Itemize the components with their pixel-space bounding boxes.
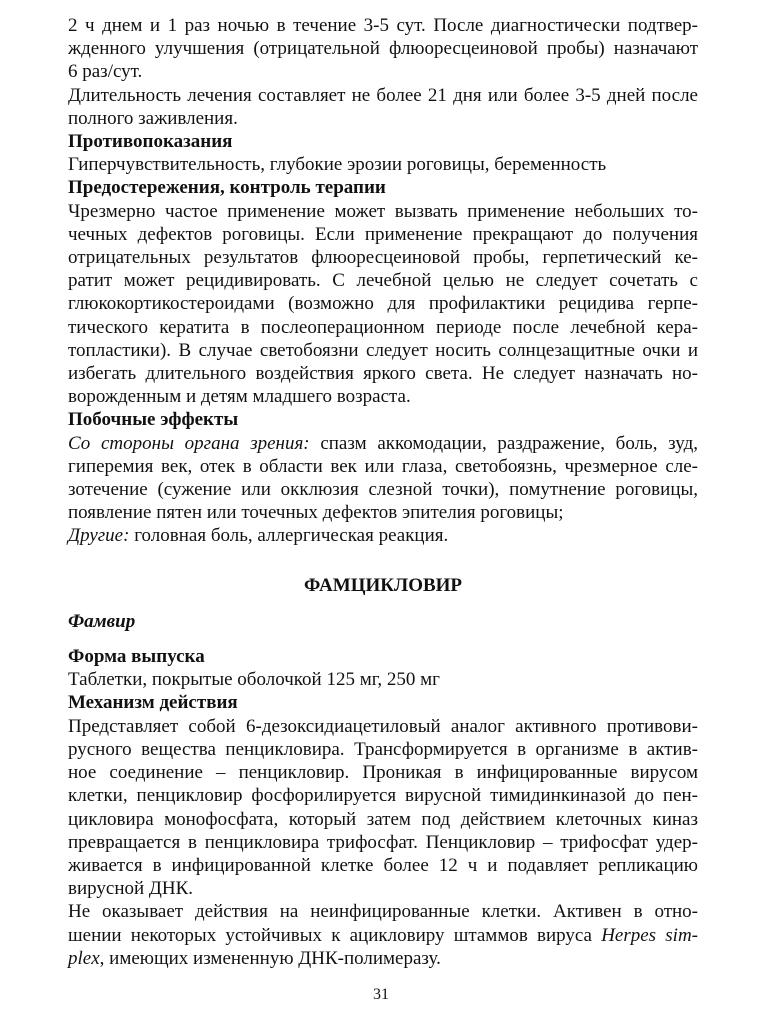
other-effects-label: Другие: — [68, 525, 130, 547]
text-line — [68, 432, 698, 455]
text-line — [68, 947, 698, 970]
text-line: живается в инфицированной клетке более 12 ч и подавляет репликацию — [68, 854, 698, 876]
text-line: Гиперчувствительность, глубокие эрозии роговицы, беременность — [68, 154, 607, 176]
section-heading: Побочные эффекты — [68, 409, 239, 431]
text-line — [68, 924, 698, 947]
section-form — [68, 645, 698, 691]
text-fragment: , имеющих измененную ДНК-полимеразу. — [99, 947, 441, 969]
text-line: ворожденным и детям младшего возраста. — [68, 386, 411, 408]
text-line: 6 раз/сут. — [68, 61, 143, 83]
text-line: ратит может рецидивировать. С лечебной целью не следует сочетать с — [68, 270, 698, 292]
text-line: зотечение (сужение или окклюзия слезной точки), помутнение роговицы, — [68, 479, 698, 501]
text-line: избегать длительного воздействия яркого света. Не следует назначать но- — [68, 363, 698, 385]
species-name: plex — [68, 947, 100, 969]
section-precautions — [68, 176, 698, 408]
text-fragment: спазм аккомодации, раздражение, боль, зуд, — [309, 432, 698, 454]
drug-title: ФАМЦИКЛОВИР — [303, 574, 463, 596]
section-side-effects — [68, 408, 698, 547]
document-page — [68, 14, 698, 970]
text-line: Длительность лечения составляет не более 21 дня или более 3-5 дней после — [68, 84, 698, 106]
text-fragment: шении некоторых устойчивых к ацикловиру штаммов вируса — [68, 924, 602, 946]
text-line: тического кератита в послеоперационном периоде после лечебной кера- — [68, 316, 698, 338]
text-line: русного вещества пенцикловира. Трансформируется в организме в актив- — [68, 738, 698, 760]
eye-effects-label: Со стороны органа зрения: — [68, 432, 310, 454]
section-heading: Предостережения, контроль терапии — [68, 177, 386, 199]
text-line — [68, 524, 698, 547]
page-number: 31 — [373, 986, 389, 1003]
text-line: отрицательных результатов флюоресцеиновой пробы, герпетический ке- — [68, 247, 698, 269]
text-line: Не оказывает действия на неинфицированные клетки. Активен в отно- — [68, 901, 698, 923]
section-contraindications — [68, 130, 698, 176]
text-line: вирусной ДНК. — [68, 878, 194, 900]
text-line: Представляет собой 6-дезоксидиацетиловый аналог активного противови- — [68, 715, 698, 737]
section-mechanism — [68, 691, 698, 900]
text-line: Таблетки, покрытые оболочкой 125 мг, 250 мг — [68, 669, 440, 691]
text-line: полного заживления. — [68, 107, 238, 129]
text-line: превращается в пенцикловира трифосфат. Пенцикловир – трифосфат удер- — [68, 831, 698, 853]
paragraph-dosing — [68, 14, 698, 84]
text-line: 2 ч днем и 1 раз ночью в течение 3-5 сут. После диагностически подтвер- — [68, 15, 698, 36]
text-line: клетки, пенцикловир фосфорилируется вирусной тимидинкиназой до пен- — [68, 785, 698, 807]
section-heading: Противопоказания — [68, 131, 233, 153]
text-line: топластики). В случае светобоязни следует носить солнцезащитные очки и — [68, 339, 698, 361]
text-line: чечных дефектов роговицы. Если применение прекращают до получения — [68, 223, 698, 245]
text-line: жденного улучшения (отрицательной флюоресцеиновой пробы) назначают — [68, 38, 698, 60]
text-fragment: головная боль, аллергическая реакция. — [129, 525, 449, 547]
paragraph-duration — [68, 84, 698, 130]
paragraph-activity — [68, 900, 698, 970]
section-heading: Механизм действия — [68, 692, 238, 714]
brand-name: Фамвир — [68, 610, 136, 632]
text-line: глюкокортикостероидами (возможно для профилактики рецидива герпе- — [68, 293, 698, 315]
text-line: цикловира монофосфата, который затем под действием клеточных киназ — [68, 808, 698, 830]
text-line: ное соединение – пенцикловир. Проникая в инфицированные вирусом — [68, 762, 698, 784]
text-line: Чрезмерно частое применение может вызвать применение небольших то- — [68, 200, 698, 222]
text-line: появление пятен или точечных дефектов эпителия роговицы; — [68, 502, 564, 524]
text-line: гиперемия век, отек в области век или глаза, светобоязнь, чрезмерное сле- — [68, 455, 698, 477]
species-name: Herpes sim- — [601, 924, 698, 946]
section-heading: Форма выпуска — [68, 646, 205, 668]
